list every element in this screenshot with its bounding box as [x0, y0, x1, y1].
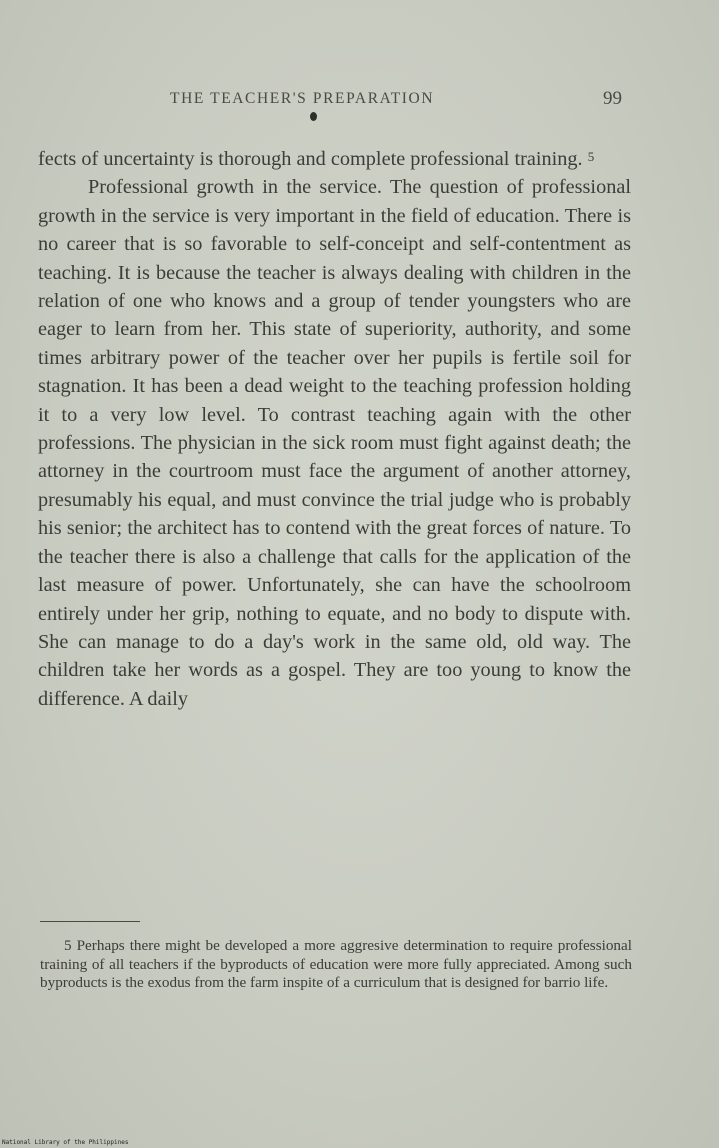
- paragraph-continued: [38, 143, 631, 173]
- paragraph-text: fects of uncertainty is thorough and complete professional training.: [38, 148, 583, 170]
- paragraph-professional-growth: Professional growth in the service. The question of professional growth in the service is very important in the field of education. There is no career that is so favorable to self-conceipt and self-contentment as teaching. It is because the teacher is always dealing with children in the relation of one who knows and a group of tender youngsters who are eager to learn from her. This state of superiority, authority, and some times arbitrary power of the teacher over her pupils is fertile soil for stagnation. It has been a dead weight to the teaching profession holding it to a very low level. To contrast teaching again with the other professions. The physician in the sick room must fight against death; the attorney in the courtroom must face the argument of another attorney, presumably his equal, and must convince the trial judge who is probably his senior; the architect has to contend with the great forces of nature. To the teacher there is also a challenge that calls for the application of the last measure of power. Unfortunately, she can have the schoolroom entirely under her grip, nothing to equate, and no body to dispute with. She can manage to do a day's work in the same old, old way. The children take her words as a gospel. They are too young to know the difference. A daily: [38, 176, 631, 710]
- body-text: [38, 143, 631, 713]
- library-credit: National Library of the Philippines: [2, 1139, 129, 1146]
- footnote-rule: [40, 921, 140, 922]
- ink-blot-mark: [310, 112, 317, 121]
- running-title: THE TEACHER'S PREPARATION: [170, 90, 435, 107]
- page-number: 99: [603, 88, 622, 109]
- footnote: [40, 937, 632, 993]
- footnote-reference: 5: [587, 149, 595, 164]
- footnote-text: 5 Perhaps there might be developed a more aggresive determination to require professional training of all teachers if the byproducts of education were more fully appreciated. Among such byproducts is the exodus from the farm inspite of a curriculum that is designed for barrio life.: [40, 937, 632, 991]
- running-head: [0, 90, 719, 114]
